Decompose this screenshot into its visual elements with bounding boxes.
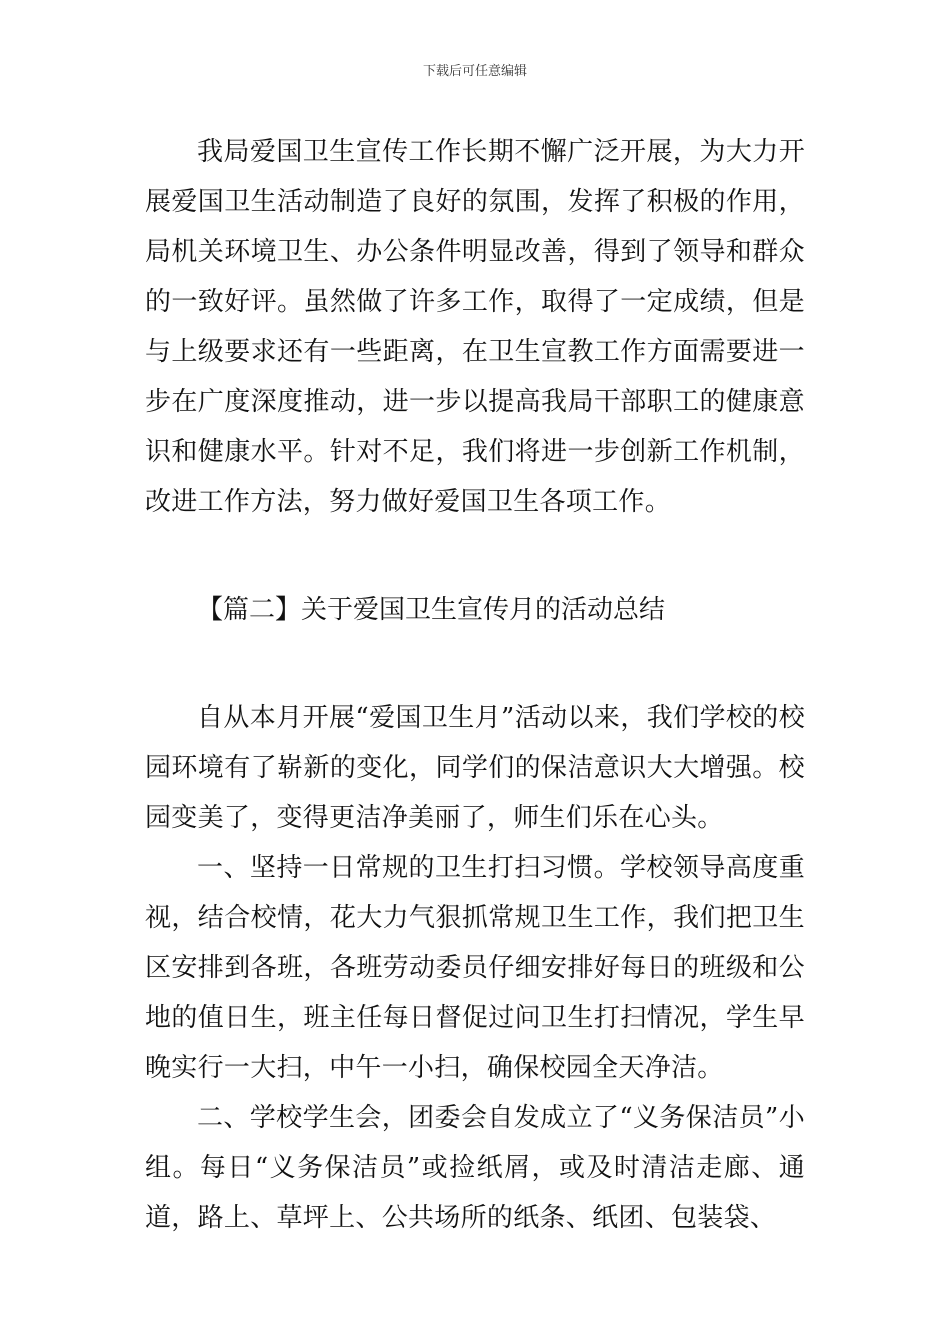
section-title: 【篇二】关于爱国卫生宣传月的活动总结 [197, 595, 666, 625]
paragraph-1: 我局爱国卫生宣传工作长期不懈广泛开展，为大力开展爱国卫生活动制造了良好的氛围，发挥了积极的作用，局机关环境卫生、办公条件明显改善，得到了领导和群众的一致好评。虽然做了许多工作，取得了一定成绩，但是与上级要求还有一些距离，在卫生宣教工作方面需要进一步在广度深度推动，进一步以提高我局干部职工的健康意识和健康水平。针对不足，我们将进一步创新工作机制，改进工作方法，努力做好爱国卫生各项工作。 [145, 137, 805, 517]
paragraph-2: 自从本月开展“爱国卫生月”活动以来，我们学校的校园环境有了崭新的变化，同学们的保洁意识大大增强。校园变美了，变得更洁净美丽了，师生们乐在心头。 [145, 703, 805, 833]
spacer [145, 635, 805, 693]
spacer [145, 527, 805, 585]
paragraph-4: 二、学校学生会，团委会自发成立了“义务保洁员”小组。每日“义务保洁员”或捡纸屑，或及时清洁走廊、通道，路上、草坪上、公共场所的纸条、纸团、包装袋、 [145, 1103, 805, 1233]
document-body [145, 127, 805, 1243]
page-header-note: 下载后可任意编辑 [422, 64, 527, 79]
paragraph-3: 一、坚持一日常规的卫生打扫习惯。学校领导高度重视，结合校情，花大力气狠抓常规卫生工作，我们把卫生区安排到各班，各班劳动委员仔细安排好每日的班级和公地的值日生，班主任每日督促过问卫生打扫情况，学生早晚实行一大扫，中午一小扫，确保校园全天净洁。 [145, 853, 805, 1083]
